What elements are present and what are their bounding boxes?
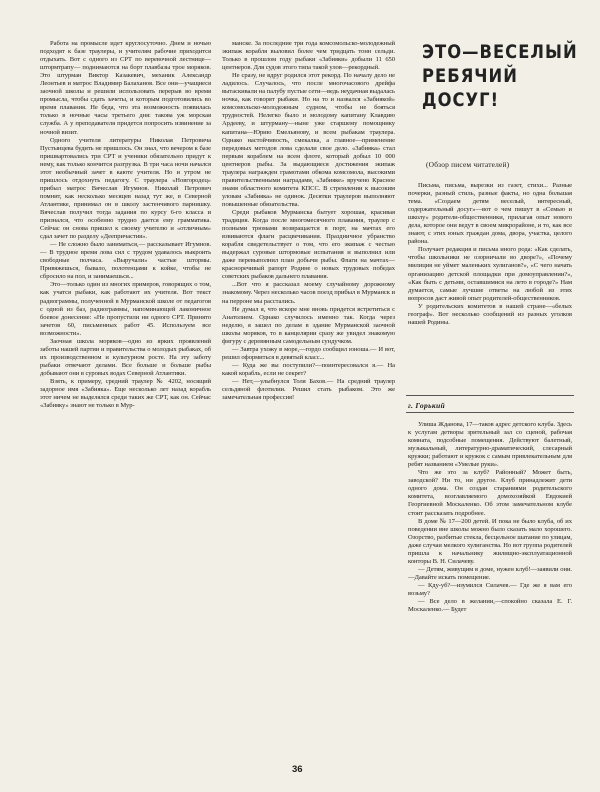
headline-line: РЕБЯЧИЙ: [422, 65, 518, 87]
article-subtitle: (Обзор писем читателей): [426, 160, 510, 169]
paragraph: — Все дело в желании,—спокойно сказала Е. Г. Москаленко.— Будет: [408, 598, 572, 614]
paragraph: В доме № 17—200 детей. И пока не было клуба, об их поведении вне школы можно было сказать мало хорошего. Озорство, разбитые стекла, бесцельное шатание по улицам, даже случаи мелкого хулиганства. Но вот группа родителей пришла к начальнику жилищно-эксплуатационной конторы В. Н. Силачеву.: [408, 517, 572, 565]
paragraph: Не сразу, не вдруг родился этот рекорд. По началу дело не ладилось. Случалось, что после многочасового дрейфа вытаскивали на палубу пустые сети—ведь неудачная выдалась ночка, как говорят рыбаки. Но на то и назвался «Забиякой» комсомольско-молодежным судном, чтобы не бояться трудностей. Нелегко было и молодому капитану Клавдию Ардееву, и штурману—ныне уже старшему помощнику капитана—Юрию Емельянову, и всем рыбакам траулера. Однако настойчивость, смекалка, а главное—применение передовых методов лова сделали свое дело. «Забияка» стал первым кораблем на всем флоте, который добыл 10 000 центнеров рыбы. За выдающиеся достижения экипаж траулера награжден грамотами обкома комсомола, высокими правительственными наградами, «Забияке» вручено Красное знамя областного комитета КПСС. В стремлении к высоким уловам «Забияка» не одинок. Десятки траулеров выполняют повышенные обязательства.: [222, 72, 395, 208]
paragraph: Письма, письма, вырезки из газет, стихи... Разные почерки, разный стиль, разные факты, но одна большая тема. «Создаем детям веселый, интересный, содержательный досуг»—вот о чем пишут в «Семью и школу» родители-общественники, прилагая опыт нового дела, которое они ведут в своем микрорайоне, и то, как все знают, с этих юных граждан дома, двора, участка, целого района.: [408, 182, 572, 246]
paragraph: Взять, к примеру, средний траулер № 4202, носящий задорное имя «Забияка». Еще несколько лет назад корабль этот ничем не выделялся среди таких же СРТ, как он. Сейчас «Забияку» знают не только в Мур-: [40, 377, 211, 410]
paragraph: Работа на промысле идет круглосуточно. Днем и ночью подходят к базе траулеры, и учителям рабочие приходится отдыхать. Вот с одного из СРТ по веревочной лестнице— штормтрапу— поднимаются на борт плавбазы трое моряков. Это штурман Виктор Казакевич, механик Александр Леонтьев и матрос Владимир Балаханов. Все они—учащиеся заочной школы и решили использовать перерыв во время промысла, чтобы сдать зачеты, и которым подготовились во время плавания. Не беда, что эта возможность появилась только в ночные часы третьего дня: такова уж морская служба. А у преподавателя придется попросить извинение за ночной визит.: [40, 40, 211, 136]
paragraph: — Куда же вы поступили?—поинтересовался я.— На какой корабль, если не секрет?: [222, 361, 395, 377]
paragraph: Не думал я, что вскоре мне вновь придется встретиться с Анатолием. Однако случилось именно так. Когда через неделю, я зашел по делам в здание Мурманской заочной школы моряков, то в канцелярии сразу же увидел знакомую фигуру с деревянным самодельным сундучком.: [222, 305, 395, 345]
article-headline: [422, 40, 578, 112]
paragraph: Это—только один из многих примеров, говорящих о том, как учатся рыбаки, как работают их учителя. Вот текст радиограммы, полученной в Мурманской школе от педагогов с одной из баз, радиограммы, напоминающей лаконичное боевое донесение: «Не пропустили ни одного СРТ. Принято зачетов 60, письменных работ 45. Используем все возможности».: [40, 281, 211, 337]
article-story-column: [408, 421, 572, 762]
paragraph: Одного учителя литературы Николая Петровича Пустынцева будить не пришлось. Он знал, что вечером к базе пришвартовались три СРТ и ученики обязательно придут к нему, как только кончится разгрузка. В три часа ночи начался этот необычный зачет в каюте учителя. Но и утром не пришлось отдохнуть педагогу. С траулера «Новгородец» прибыл матрос Вячеслав Игумнов. Николай Петрович помнит, как несколько месяцев назад тут же, в Северной Атлантике, принимал он в школу застенчивого парнишку. Вячеслав получил тогда задания по курсу 6-го класса и признался, что особенно трудно дается ему грамматика. Сейчас он снова пришел к своему учителю и «отличным» сдал зачет по разделу «Деепричастия».: [40, 136, 211, 241]
paragraph: Что же это за клуб? Районный? Может быть, заводской? Ни то, ни другое. Клуб принадлежит дети одного дома. Он создан стараниями родительского комитета, возглавляемого домохозяйкой Евдокией Георгиевной Москаленко. Об этом замечательном клубе стоит рассказать подробнее.: [408, 469, 572, 517]
page-number: 36: [292, 764, 303, 775]
paragraph: — Нет,—улыбнулся Толя Бахов.— На средний траулер сельдяной флотилии. Решил стать рыбаком. Это же замечательная профессия!: [222, 377, 395, 402]
paragraph: Улиша Жданова, 17—таков адрес детского клуба. Здесь к услугам детворы зрительный зал со сценой, рабочая комната, подсобные помещения. Действуют балетный, музыкальный, литературно-драматический, слесарный кружки; работают и кружок с самым привлекательным для ребят названием «Умелые руки».: [408, 421, 572, 469]
section-divider: [406, 395, 574, 396]
article-title: [422, 40, 578, 112]
section-divider: [406, 412, 574, 413]
article-column-left: [40, 40, 211, 762]
paragraph: — Завтра ухожу в море,—гордо сообщил юноша.— И вот, решил оформиться в девятый класс...: [222, 345, 395, 361]
paragraph: Среди рыбаков Мурманска бытует хорошая, красивая традиция. Когда после многомесячного плавания, траулер с полными трюмами возвращается в порт, на мачтах его взвиваются флаги расцвечивания. Праздничное убранство корабля свидетельствует о том, что его экипаж с честью выдержал суровые штормовые испытания и выполнил или даже перевыполнил план добычи рыбы. Флаги на мачтах—красноречивый рапорт Родине о новых трудовых победах советских рыбаков дальнего плавания.: [222, 208, 395, 281]
paragraph: — Детям, живущим в доме, нужен клуб!—заявили они.—Давайте искать помещение.: [408, 565, 572, 581]
paragraph: ...Вот что я рассказал моему случайному дорожному знакомому. Через несколько часов поезд прибыл в Мурманск и на перроне мы расстались.: [222, 281, 395, 305]
paragraph: Заочная школа моряков—одно из ярких проявлений заботы нашей партии и правительства о молодых рыбаках, об их производственном и культурном росте. На эту заботу рыбаки отвечают делами. Все больше и больше рыбы добывают они в суровых водах Северной Атлантики.: [40, 337, 211, 377]
paragraph: манске. За последние три года комсомольско-молодежный экипаж корабля выловил более чем тридцать тонн сельди. Только в прошлом году рыбаки «Забияки» добыли 11 650 центнеров. Для судов этого типа такой улов—рекордный.: [222, 40, 395, 72]
paragraph: — Не сложно было заниматься,— рассказывает Игумнов.— В трудное время лова сил с трудом удавалось выкроить свободные полчаса. «Выручали» частые штормы. Привяжешься, бывало, полотенцами к койке, чтобы не сбросило на пол, и занимаешься...: [40, 241, 211, 281]
article-intro-column: [408, 182, 572, 390]
paragraph: Получает редакция и письма иного рода: «Как сделать, чтобы школьники не озорничали во дворе?», «Почему милиция не уймет маленьких хулиганов?», «С чего начать организацию детской площадки при домоуправлении?», «Как быть с детьми, оставшимися на лето в городе?» Нам думается, самые лучшие ответы на любой из этих вопросов даст живой опыт родителей-общественников.: [408, 246, 572, 302]
headline-line: ЭТО—ВЕСЕЛЫЙ: [422, 41, 578, 63]
paragraph: У родительских комитетов в нашей стране—«белых географ». Вот несколько сообщений из разных уголков нашей Родины.: [408, 302, 572, 326]
article-column-middle: [222, 40, 395, 762]
section-byline: г. Горький: [408, 401, 446, 410]
headline-line: ДОСУГ!: [422, 89, 500, 111]
paragraph: — Кду-уб?—изумился Силачев.— Где же я вам его возьму?: [408, 581, 572, 597]
